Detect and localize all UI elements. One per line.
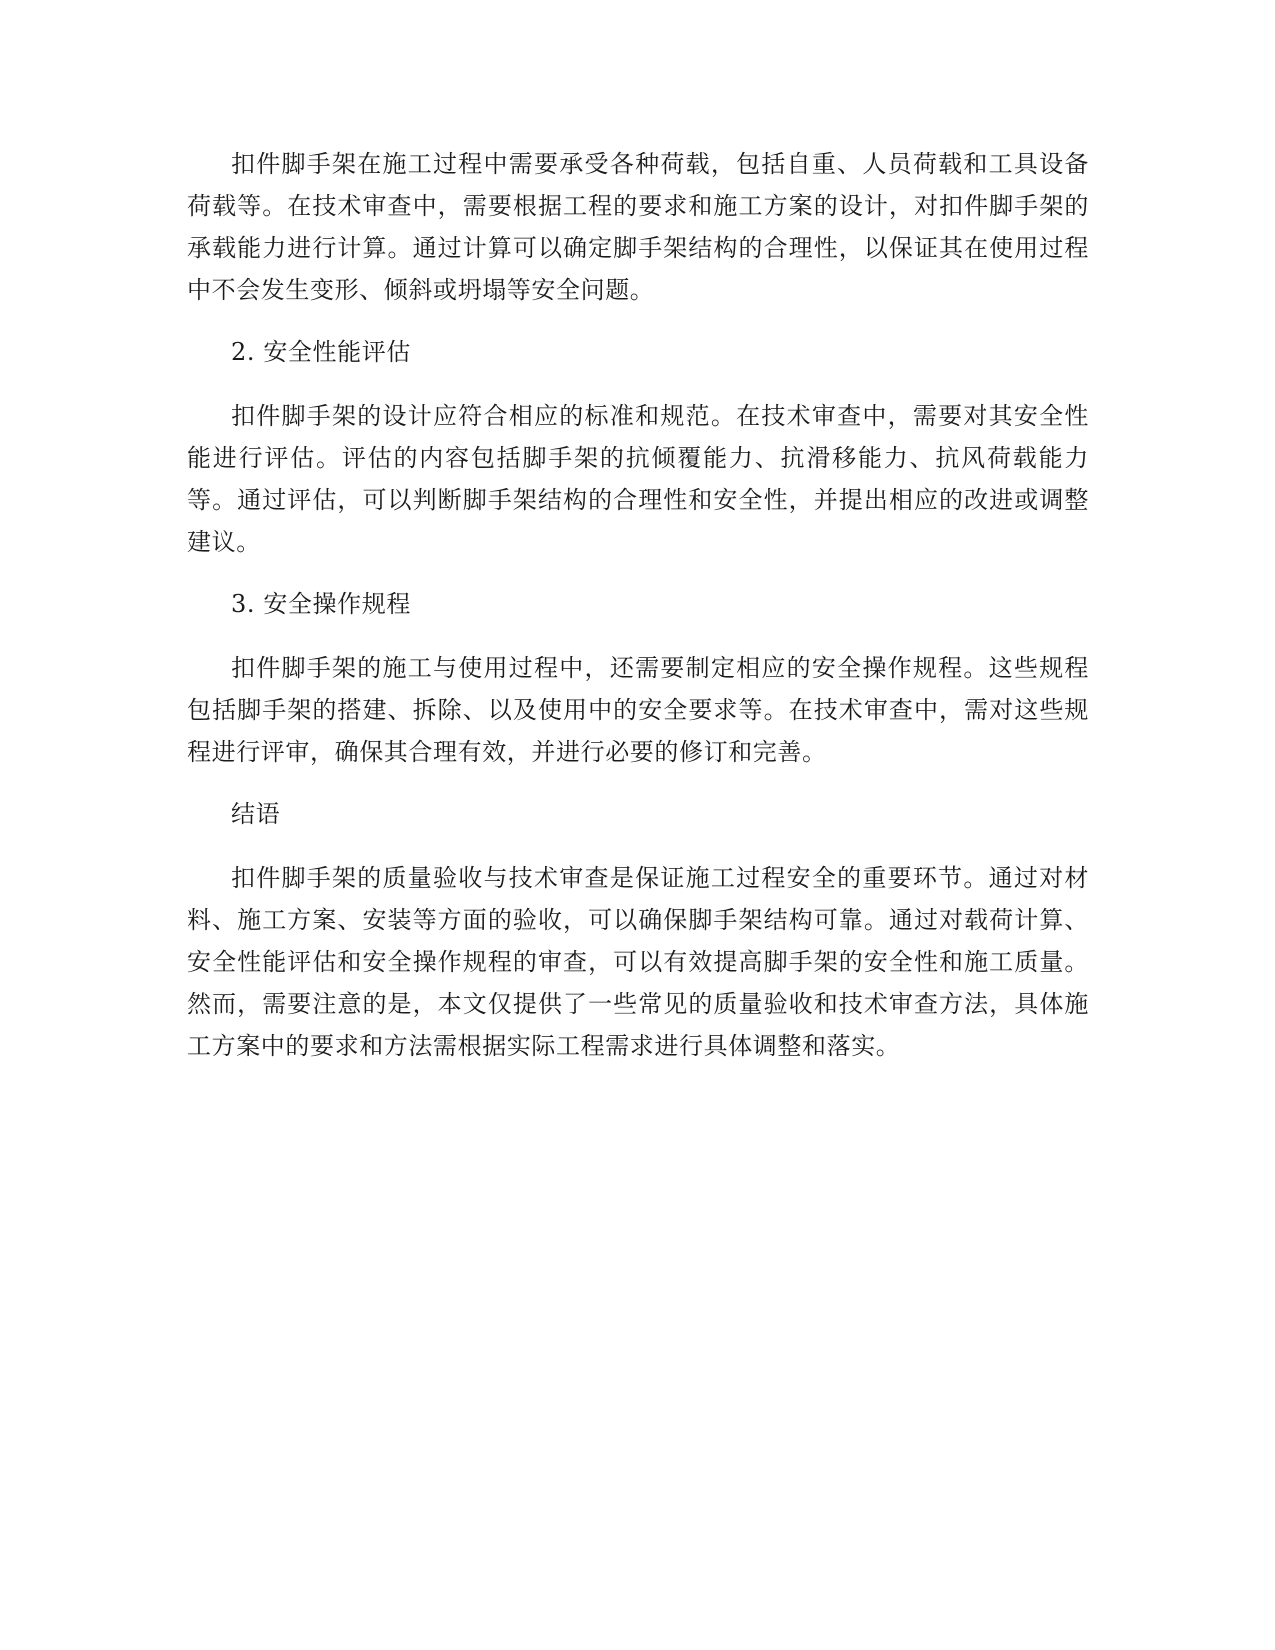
section-heading-operating-rules: 3. 安全操作规程 bbox=[231, 590, 411, 618]
section-heading-safety-evaluation: 2. 安全性能评估 bbox=[231, 338, 411, 366]
paragraph-conclusion: 扣件脚手架的质量验收与技术审查是保证施工过程安全的重要环节。通过对材料、施工方案、安装等方面的验收，可以确保脚手架结构可靠。通过对载荷计算、安全性能评估和安全操作规程的审查，可以有效提高脚手架的安全性和施工质量。然而，需要注意的是，本文仅提供了一些常见的质量验收和技术审查方法，具体施工方案中的要求和方法需根据实际工程需求进行具体调整和落实。 bbox=[187, 864, 1089, 1060]
paragraph-safety-evaluation: 扣件脚手架的设计应符合相应的标准和规范。在技术审查中，需要对其安全性能进行评估。评估的内容包括脚手架的抗倾覆能力、抗滑移能力、抗风荷载能力等。通过评估，可以判断脚手架结构的合理性和安全性，并提出相应的改进或调整建议。 bbox=[187, 402, 1089, 556]
paragraph-operating-rules: 扣件脚手架的施工与使用过程中，还需要制定相应的安全操作规程。这些规程包括脚手架的搭建、拆除、以及使用中的安全要求等。在技术审查中，需对这些规程进行评审，确保其合理有效，并进行必要的修订和完善。 bbox=[187, 654, 1089, 766]
section-heading-conclusion: 结语 bbox=[231, 800, 281, 828]
document-body bbox=[187, 143, 1089, 1067]
paragraph-load-calculation: 扣件脚手架在施工过程中需要承受各种荷载，包括自重、人员荷载和工具设备荷载等。在技术审查中，需要根据工程的要求和施工方案的设计，对扣件脚手架的承载能力进行计算。通过计算可以确定脚手架结构的合理性，以保证其在使用过程中不会发生变形、倾斜或坍塌等安全问题。 bbox=[187, 150, 1089, 304]
